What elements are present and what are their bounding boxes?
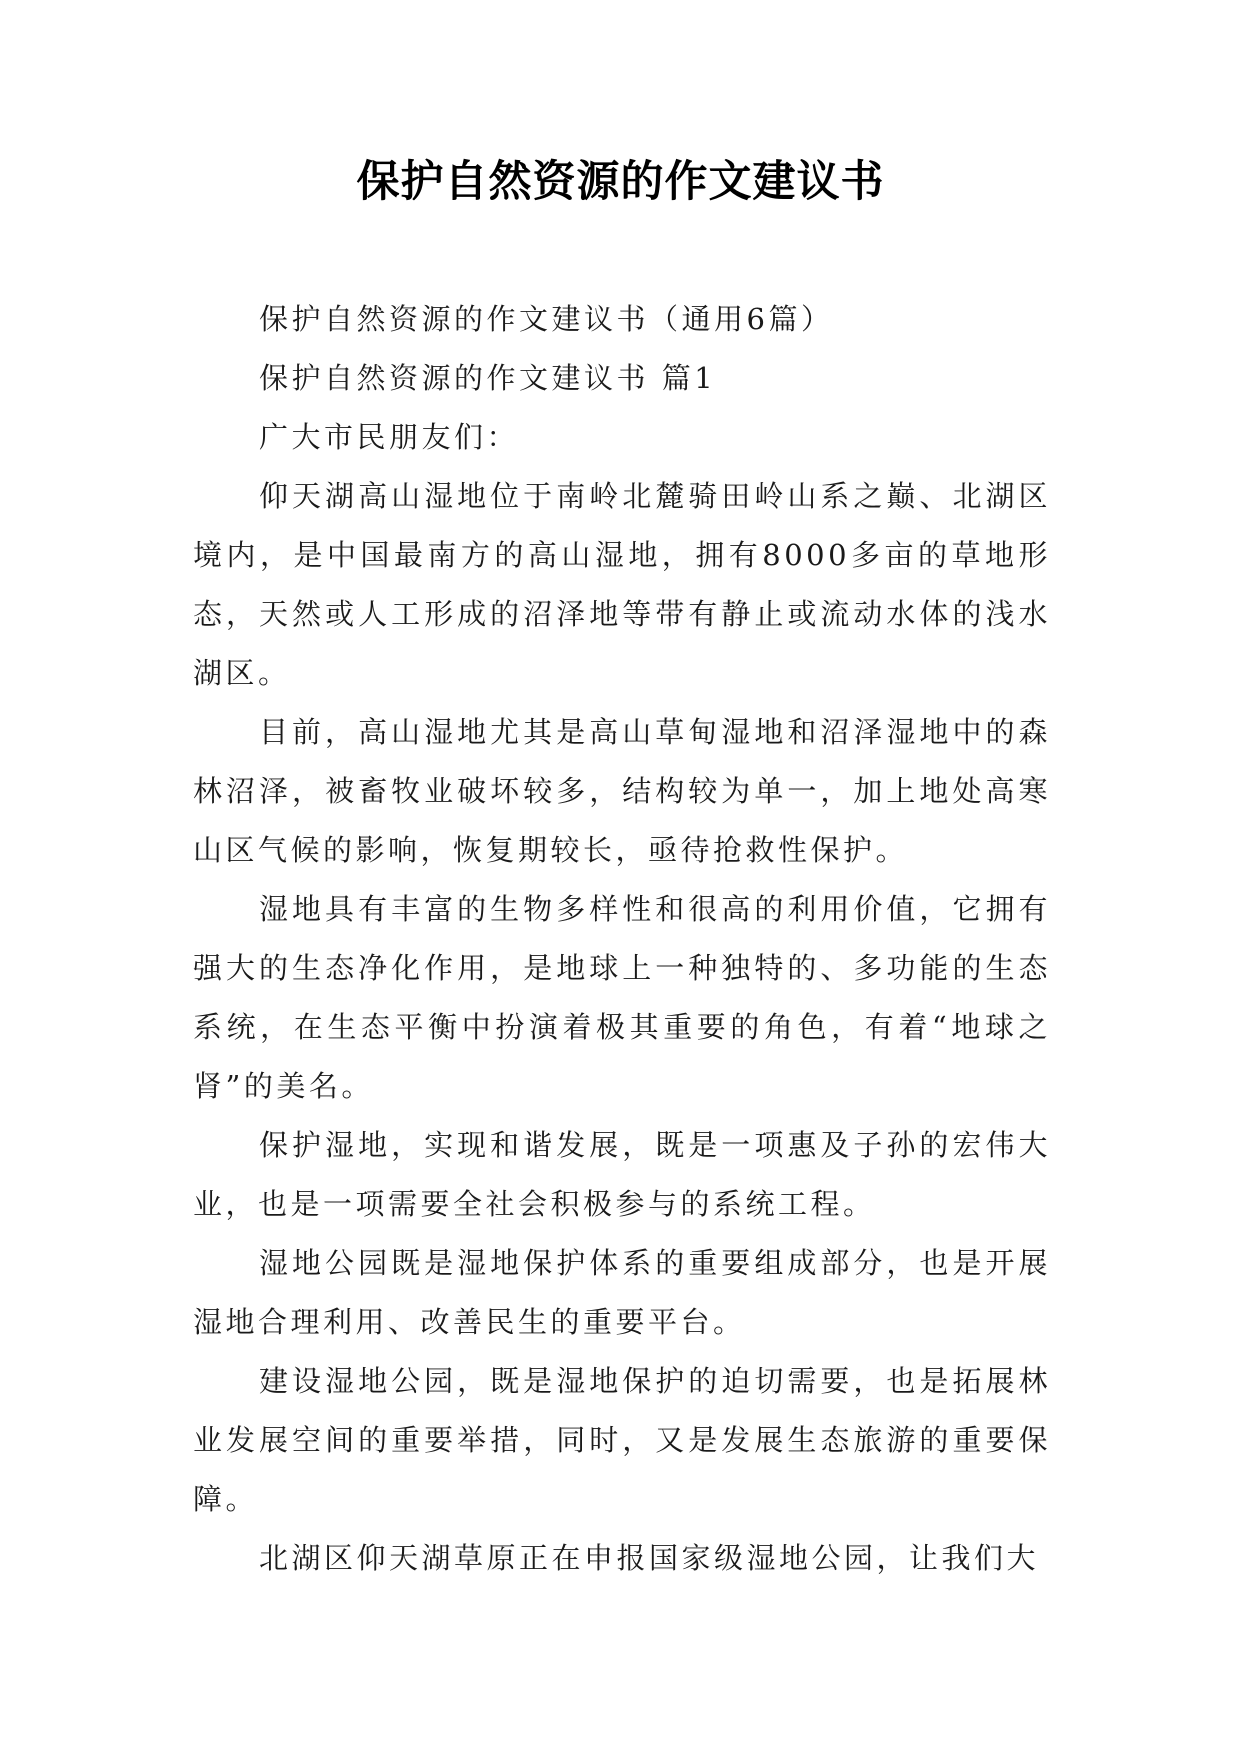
paragraph: 湿地公园既是湿地保护体系的重要组成部分，也是开展湿地合理利用、改善民生的重要平台。 bbox=[193, 1246, 1051, 1339]
paragraph: 建设湿地公园，既是湿地保护的迫切需要，也是拓展林业发展空间的重要举措，同时，又是发展生态旅游的重要保障。 bbox=[193, 1364, 1051, 1516]
document-body bbox=[193, 290, 1051, 1588]
document-title: 保护自然资源的作文建议书 bbox=[356, 157, 885, 207]
paragraph: 北湖区仰天湖草原正在申报国家级湿地公园，让我们大 bbox=[259, 1541, 1040, 1575]
paragraph-section-heading: 保护自然资源的作文建议书 篇1 bbox=[259, 361, 717, 395]
paragraph: 仰天湖高山湿地位于南岭北麓骑田岭山系之巅、北湖区境内，是中国最南方的高山湿地，拥有8000多亩的草地形态，天然或人工形成的沼泽地等带有静止或流动水体的浅水湖区。 bbox=[193, 479, 1051, 690]
paragraph: 湿地具有丰富的生物多样性和很高的利用价值，它拥有强大的生态净化作用，是地球上一种独特的、多功能的生态系统，在生态平衡中扮演着极其重要的角色，有着“地球之肾”的美名。 bbox=[193, 892, 1051, 1103]
paragraph-subtitle: 保护自然资源的作文建议书（通用6篇） bbox=[259, 302, 834, 336]
paragraph-salutation: 广大市民朋友们： bbox=[259, 420, 520, 454]
paragraph: 目前，高山湿地尤其是高山草甸湿地和沼泽湿地中的森林沼泽，被畜牧业破坏较多，结构较为单一，加上地处高寒山区气候的影响，恢复期较长，亟待抢救性保护。 bbox=[193, 715, 1051, 867]
paragraph: 保护湿地，实现和谐发展，既是一项惠及子孙的宏伟大业，也是一项需要全社会积极参与的系统工程。 bbox=[193, 1128, 1051, 1221]
